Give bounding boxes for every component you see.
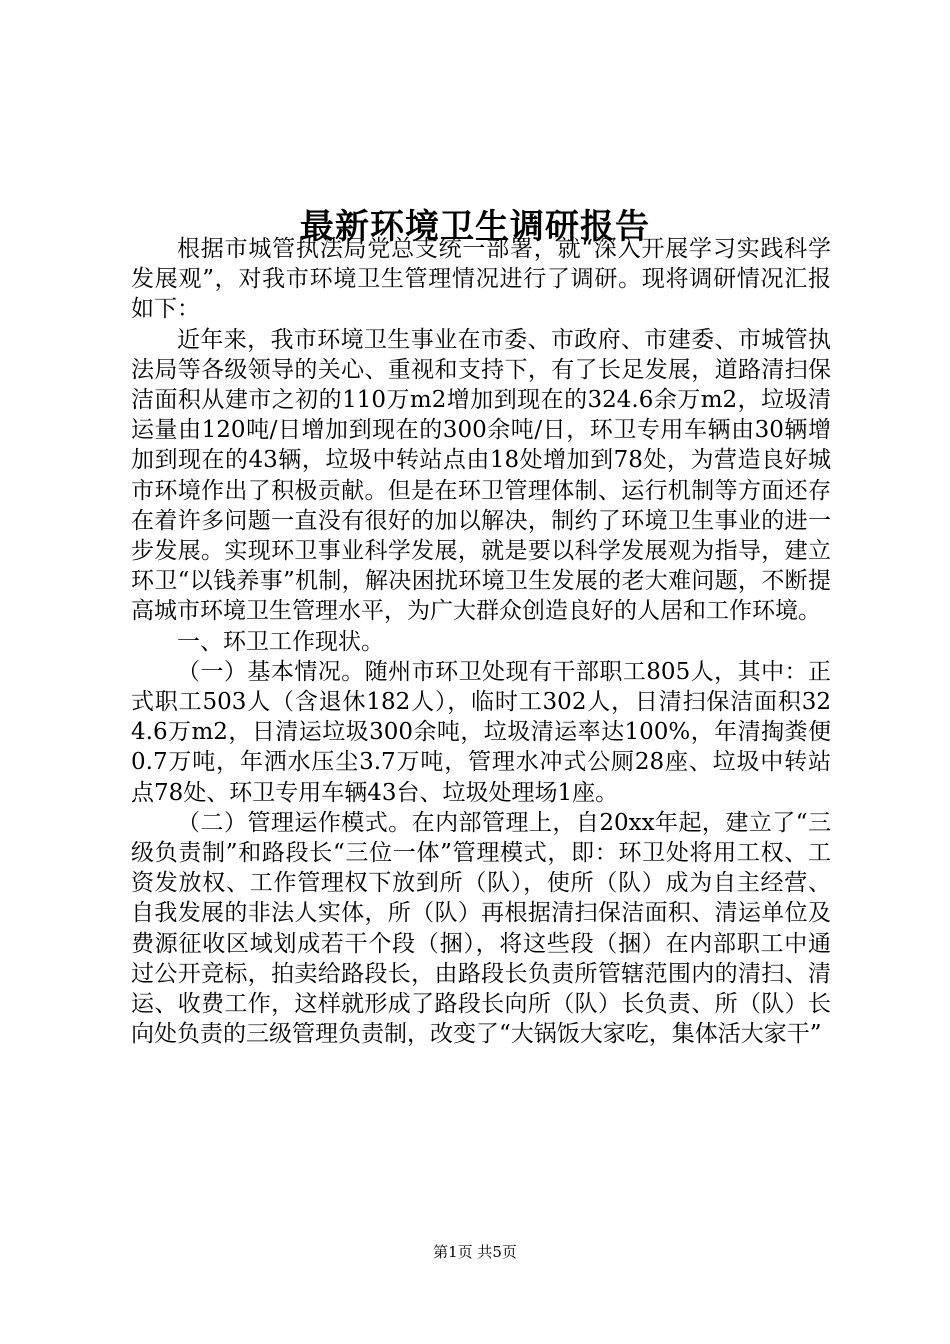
document-body	[131, 234, 831, 1049]
paragraph-overview: 近年来，我市环境卫生事业在市委、市政府、市建委、市城管执法局等各级领导的关心、重视和支持下，有了长足发展，道路清扫保洁面积从建市之初的110万m2增加到现在的324.6余万m2，垃圾清运量由120吨/日增加到现在的300余吨/日，环卫专用车辆由30辆增加到现在的43辆，垃圾中转站点由18处增加到78处，为营造良好城市环境作出了积极贡献。但是在环卫管理体制、运行机制等方面还存在着许多问题一直没有很好的加以解决，制约了环境卫生事业的进一步发展。实现环卫事业科学发展，就是要以科学发展观为指导，建立环卫“以钱养事”机制，解决困扰环境卫生发展的老大难问题，不断提高城市环境卫生管理水平，为广大群众创造良好的人居和工作环境。	[131, 326, 831, 625]
page-number-footer: 第1页 共5页	[433, 1243, 517, 1261]
paragraph-intro: 根据市城管执法局党总支统一部署，就“深入开展学习实践科学发展观”，对我市环境卫生管理情况进行了调研。现将调研情况汇报如下：	[131, 236, 831, 323]
paragraph-management-mode: （二）管理运作模式。在内部管理上，自20xx年起，建立了“三级负责制”和路段长“三位一体”管理模式，即：环卫处将用工权、工资发放权、工作管理权下放到所（队），使所（队）成为自主经营、自我发展的非法人实体，所（队）再根据清扫保洁面积、清运单位及费源征收区域划成若干个段（捆），将这些段（捆）在内部职工中通过公开竞标，拍卖给路段长，由路段长负责所管辖范围内的清扫、清运、收费工作，这样就形成了路段长向所（队）长负责、所（队）长向处负责的三级管理负责制，改变了“大锅饭大家吃，集体活大家干”	[131, 809, 831, 1048]
document-title: 最新环境卫生调研报告	[300, 206, 650, 247]
section-heading-status: 一、环卫工作现状。	[177, 628, 384, 655]
paragraph-basic-info: （一）基本情况。随州市环卫处现有干部职工805人，其中：正式职工503人（含退休182人），临时工302人，日清扫保洁面积324.6万m2，日清运垃圾300余吨，垃圾清运率达100%，年清掏粪便0.7万吨，年洒水压尘3.7万吨，管理水冲式公厕28座、垃圾中转站点78处、环卫专用车辆43台、垃圾处理场1座。	[131, 658, 831, 806]
